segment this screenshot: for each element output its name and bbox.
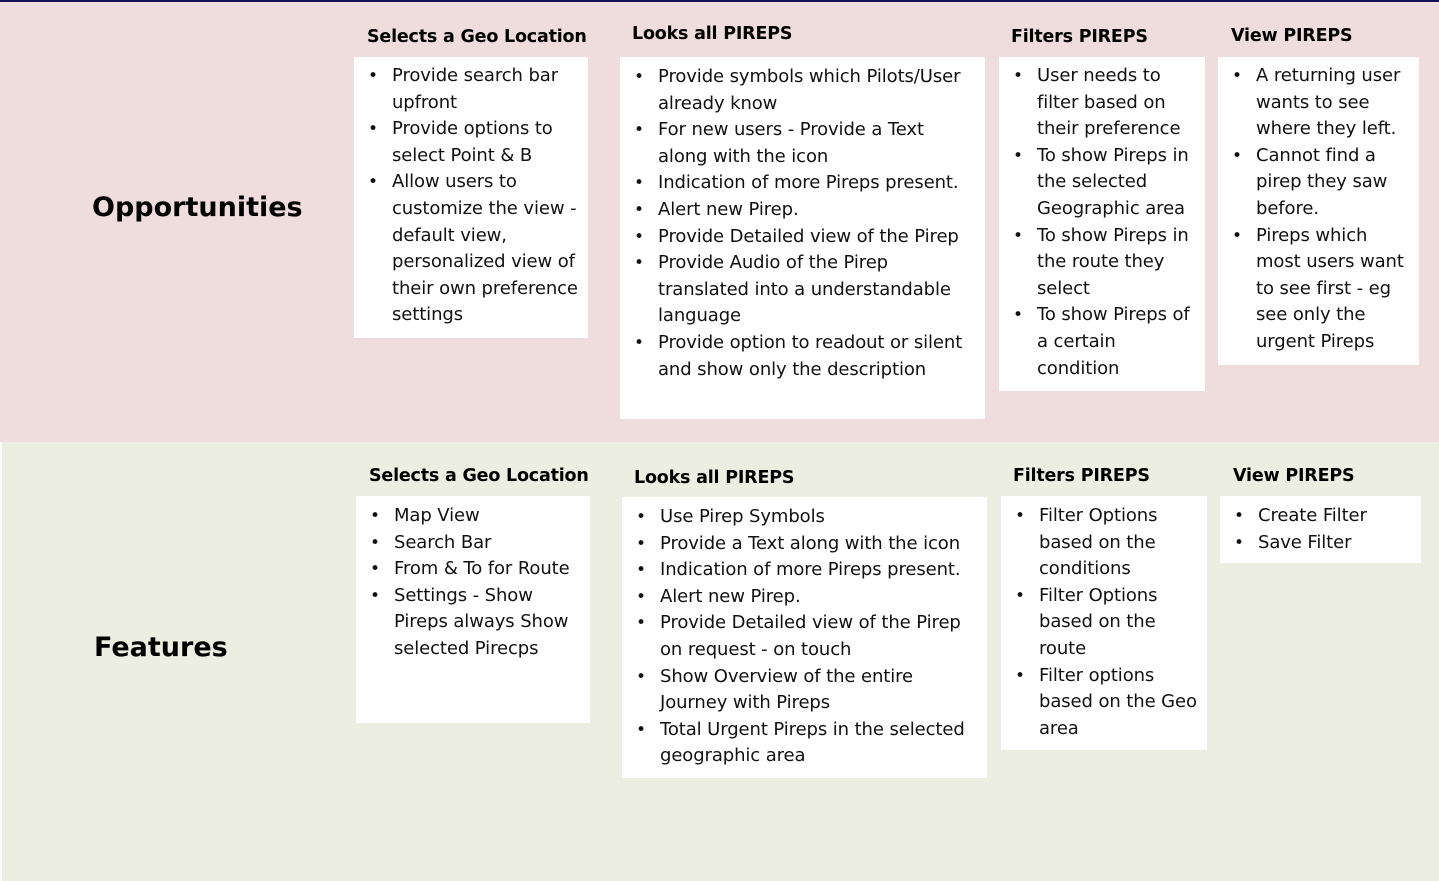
opp-geo-card <box>354 57 588 338</box>
list-item: • For new users - Provide a Text along with the icon <box>620 117 975 170</box>
list-item: • Provide options to select Point & B <box>354 116 578 169</box>
list-item: • Filter Options based on the conditions <box>1001 503 1199 583</box>
opp-view-card <box>1218 57 1419 365</box>
list-item: • Indication of more Pireps present. <box>620 170 975 197</box>
list-item: • Search Bar <box>356 530 582 557</box>
list-item: • Show Overview of the entire Journey with Pireps <box>622 664 977 717</box>
list-item: • A returning user wants to see where they left. <box>1218 63 1413 143</box>
list-item: • Map View <box>356 503 582 530</box>
feat-pireps-list <box>622 504 977 770</box>
opp-filters-card <box>999 57 1205 391</box>
opp-view-header: View PIREPS <box>1231 26 1353 46</box>
list-item: • Provide option to readout or silent and show only the description <box>620 330 975 383</box>
features-title: Features <box>94 632 228 663</box>
list-item: • User needs to filter based on their preference <box>999 63 1197 143</box>
list-item: • Cannot find a pirep they saw before. <box>1218 143 1413 223</box>
opp-view-list <box>1218 63 1413 356</box>
list-item: • To show Pireps of a certain condition <box>999 302 1197 382</box>
feat-filters-card <box>1001 496 1207 750</box>
list-item: • Use Pirep Symbols <box>622 504 977 531</box>
list-item: • Alert new Pirep. <box>622 584 977 611</box>
opp-geo-header: Selects a Geo Location <box>367 27 587 47</box>
list-item: • Save Filter <box>1220 530 1415 557</box>
feat-pireps-card <box>622 497 987 778</box>
list-item: • Filter options based on the Geo area <box>1001 663 1199 743</box>
feat-geo-header: Selects a Geo Location <box>369 466 589 486</box>
list-item: • Provide Detailed view of the Pirep <box>620 224 975 251</box>
list-item: • Provide symbols which Pilots/User already know <box>620 64 975 117</box>
opp-geo-list <box>354 63 578 329</box>
list-item: • Pireps which most users want to see first - eg see only the urgent Pireps <box>1218 223 1413 356</box>
feat-filters-header: Filters PIREPS <box>1013 466 1150 486</box>
list-item: • To show Pireps in the route they select <box>999 223 1197 303</box>
feat-filters-list <box>1001 503 1199 742</box>
feat-view-card <box>1220 496 1421 563</box>
feat-geo-list <box>356 503 582 663</box>
opp-pireps-header: Looks all PIREPS <box>632 24 793 44</box>
list-item: • Indication of more Pireps present. <box>622 557 977 584</box>
feat-geo-card <box>356 496 590 723</box>
list-item: • From & To for Route <box>356 556 582 583</box>
feat-view-list <box>1220 503 1415 556</box>
list-item: • Total Urgent Pireps in the selected geographic area <box>622 717 977 770</box>
opp-filters-header: Filters PIREPS <box>1011 27 1148 47</box>
feat-view-header: View PIREPS <box>1233 466 1355 486</box>
list-item: • Provide search bar upfront <box>354 63 578 116</box>
list-item: • Allow users to customize the view - default view, personalized view of their own preference settings <box>354 169 578 329</box>
list-item: • Provide a Text along with the icon <box>622 531 977 558</box>
list-item: • Settings - Show Pireps always Show selected Pirecps <box>356 583 582 663</box>
opp-filters-list <box>999 63 1197 382</box>
opportunities-title: Opportunities <box>92 192 303 223</box>
opp-pireps-card <box>620 57 985 419</box>
list-item: • Filter Options based on the route <box>1001 583 1199 663</box>
list-item: • Alert new Pirep. <box>620 197 975 224</box>
list-item: • Provide Detailed view of the Pirep on request - on touch <box>622 610 977 663</box>
list-item: • To show Pireps in the selected Geographic area <box>999 143 1197 223</box>
feat-pireps-header: Looks all PIREPS <box>634 468 795 488</box>
opp-pireps-list <box>620 64 975 383</box>
list-item: • Provide Audio of the Pirep translated into a understandable language <box>620 250 975 330</box>
list-item: • Create Filter <box>1220 503 1415 530</box>
